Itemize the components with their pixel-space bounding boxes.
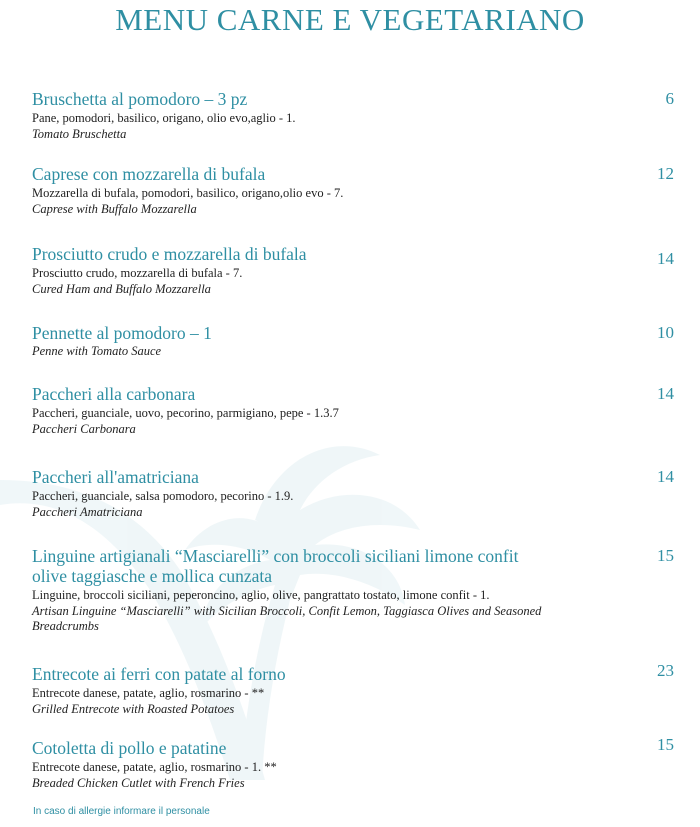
item-description: Entrecote danese, patate, aglio, rosmarino - ** [32,686,265,700]
menu-item [32,244,674,297]
item-price: 14 [657,384,674,403]
menu-item [32,735,674,791]
item-name: Cotoletta di pollo e patatine [32,738,227,758]
item-name: Paccheri alla carbonara [32,384,196,404]
item-name: Linguine artigianali “Masciarelli” con broccoli siciliani limone confit olive taggiasche e mollica cunzata [32,546,519,586]
menu-item [32,89,674,142]
item-english-name: Grilled Entrecote with Roasted Potatoes [32,702,235,716]
item-description: Mozzarella di bufala, pomodori, basilico, origano,olio evo - 7. [32,186,344,200]
item-english-name: Tomato Bruschetta [32,127,127,141]
item-name: Bruschetta al pomodoro – 3 pz [32,89,248,109]
menu-item [32,661,674,717]
item-english-name: Paccheri Amatriciana [32,505,143,519]
item-price: 14 [657,467,674,486]
item-price: 15 [657,546,674,565]
item-price: 10 [657,323,674,342]
item-price: 14 [657,249,674,268]
item-english-name: Artisan Linguine “Masciarelli” with Sicilian Broccoli, Confit Lemon, Taggiasca Olives and Seasoned Breadcrumbs [32,604,542,633]
page-title: MENU CARNE E VEGETARIANO [115,2,585,37]
item-description: Pane, pomodori, basilico, origano, olio evo,aglio - 1. [32,111,296,125]
item-english-name: Caprese with Buffalo Mozzarella [32,202,197,216]
allergy-note: In caso di allergie informare il personale [33,806,210,817]
item-english-name: Paccheri Carbonara [32,422,136,436]
menu-item [32,164,674,217]
item-price: 12 [657,164,674,183]
item-name: Caprese con mozzarella di bufala [32,164,266,184]
item-description: Prosciutto crudo, mozzarella di bufala - 7. [32,266,243,280]
item-price: 15 [657,735,674,754]
menu-item [32,546,674,634]
item-description: Linguine, broccoli siciliani, peperoncino, aglio, olive, pangrattato tostato, limone confit - 1. [32,588,490,602]
item-description: Paccheri, guanciale, uovo, pecorino, parmigiano, pepe - 1.3.7 [32,406,339,420]
item-price: 6 [665,89,674,108]
item-name: Pennette al pomodoro – 1 [32,323,212,343]
item-english-name: Breaded Chicken Cutlet with French Fries [32,776,245,790]
item-description: Entrecote danese, patate, aglio, rosmarino - 1. ** [32,760,277,774]
menu-item [32,323,674,359]
item-description: Paccheri, guanciale, salsa pomodoro, pecorino - 1.9. [32,489,294,503]
item-name: Prosciutto crudo e mozzarella di bufala [32,244,307,264]
menu-item [32,467,674,520]
item-english-name: Cured Ham and Buffalo Mozzarella [32,282,211,296]
item-name: Entrecote ai ferri con patate al forno [32,664,286,684]
menu-item [32,384,674,437]
item-name: Paccheri all'amatriciana [32,467,199,487]
item-price: 23 [657,661,674,680]
item-english-name: Penne with Tomato Sauce [32,344,162,358]
